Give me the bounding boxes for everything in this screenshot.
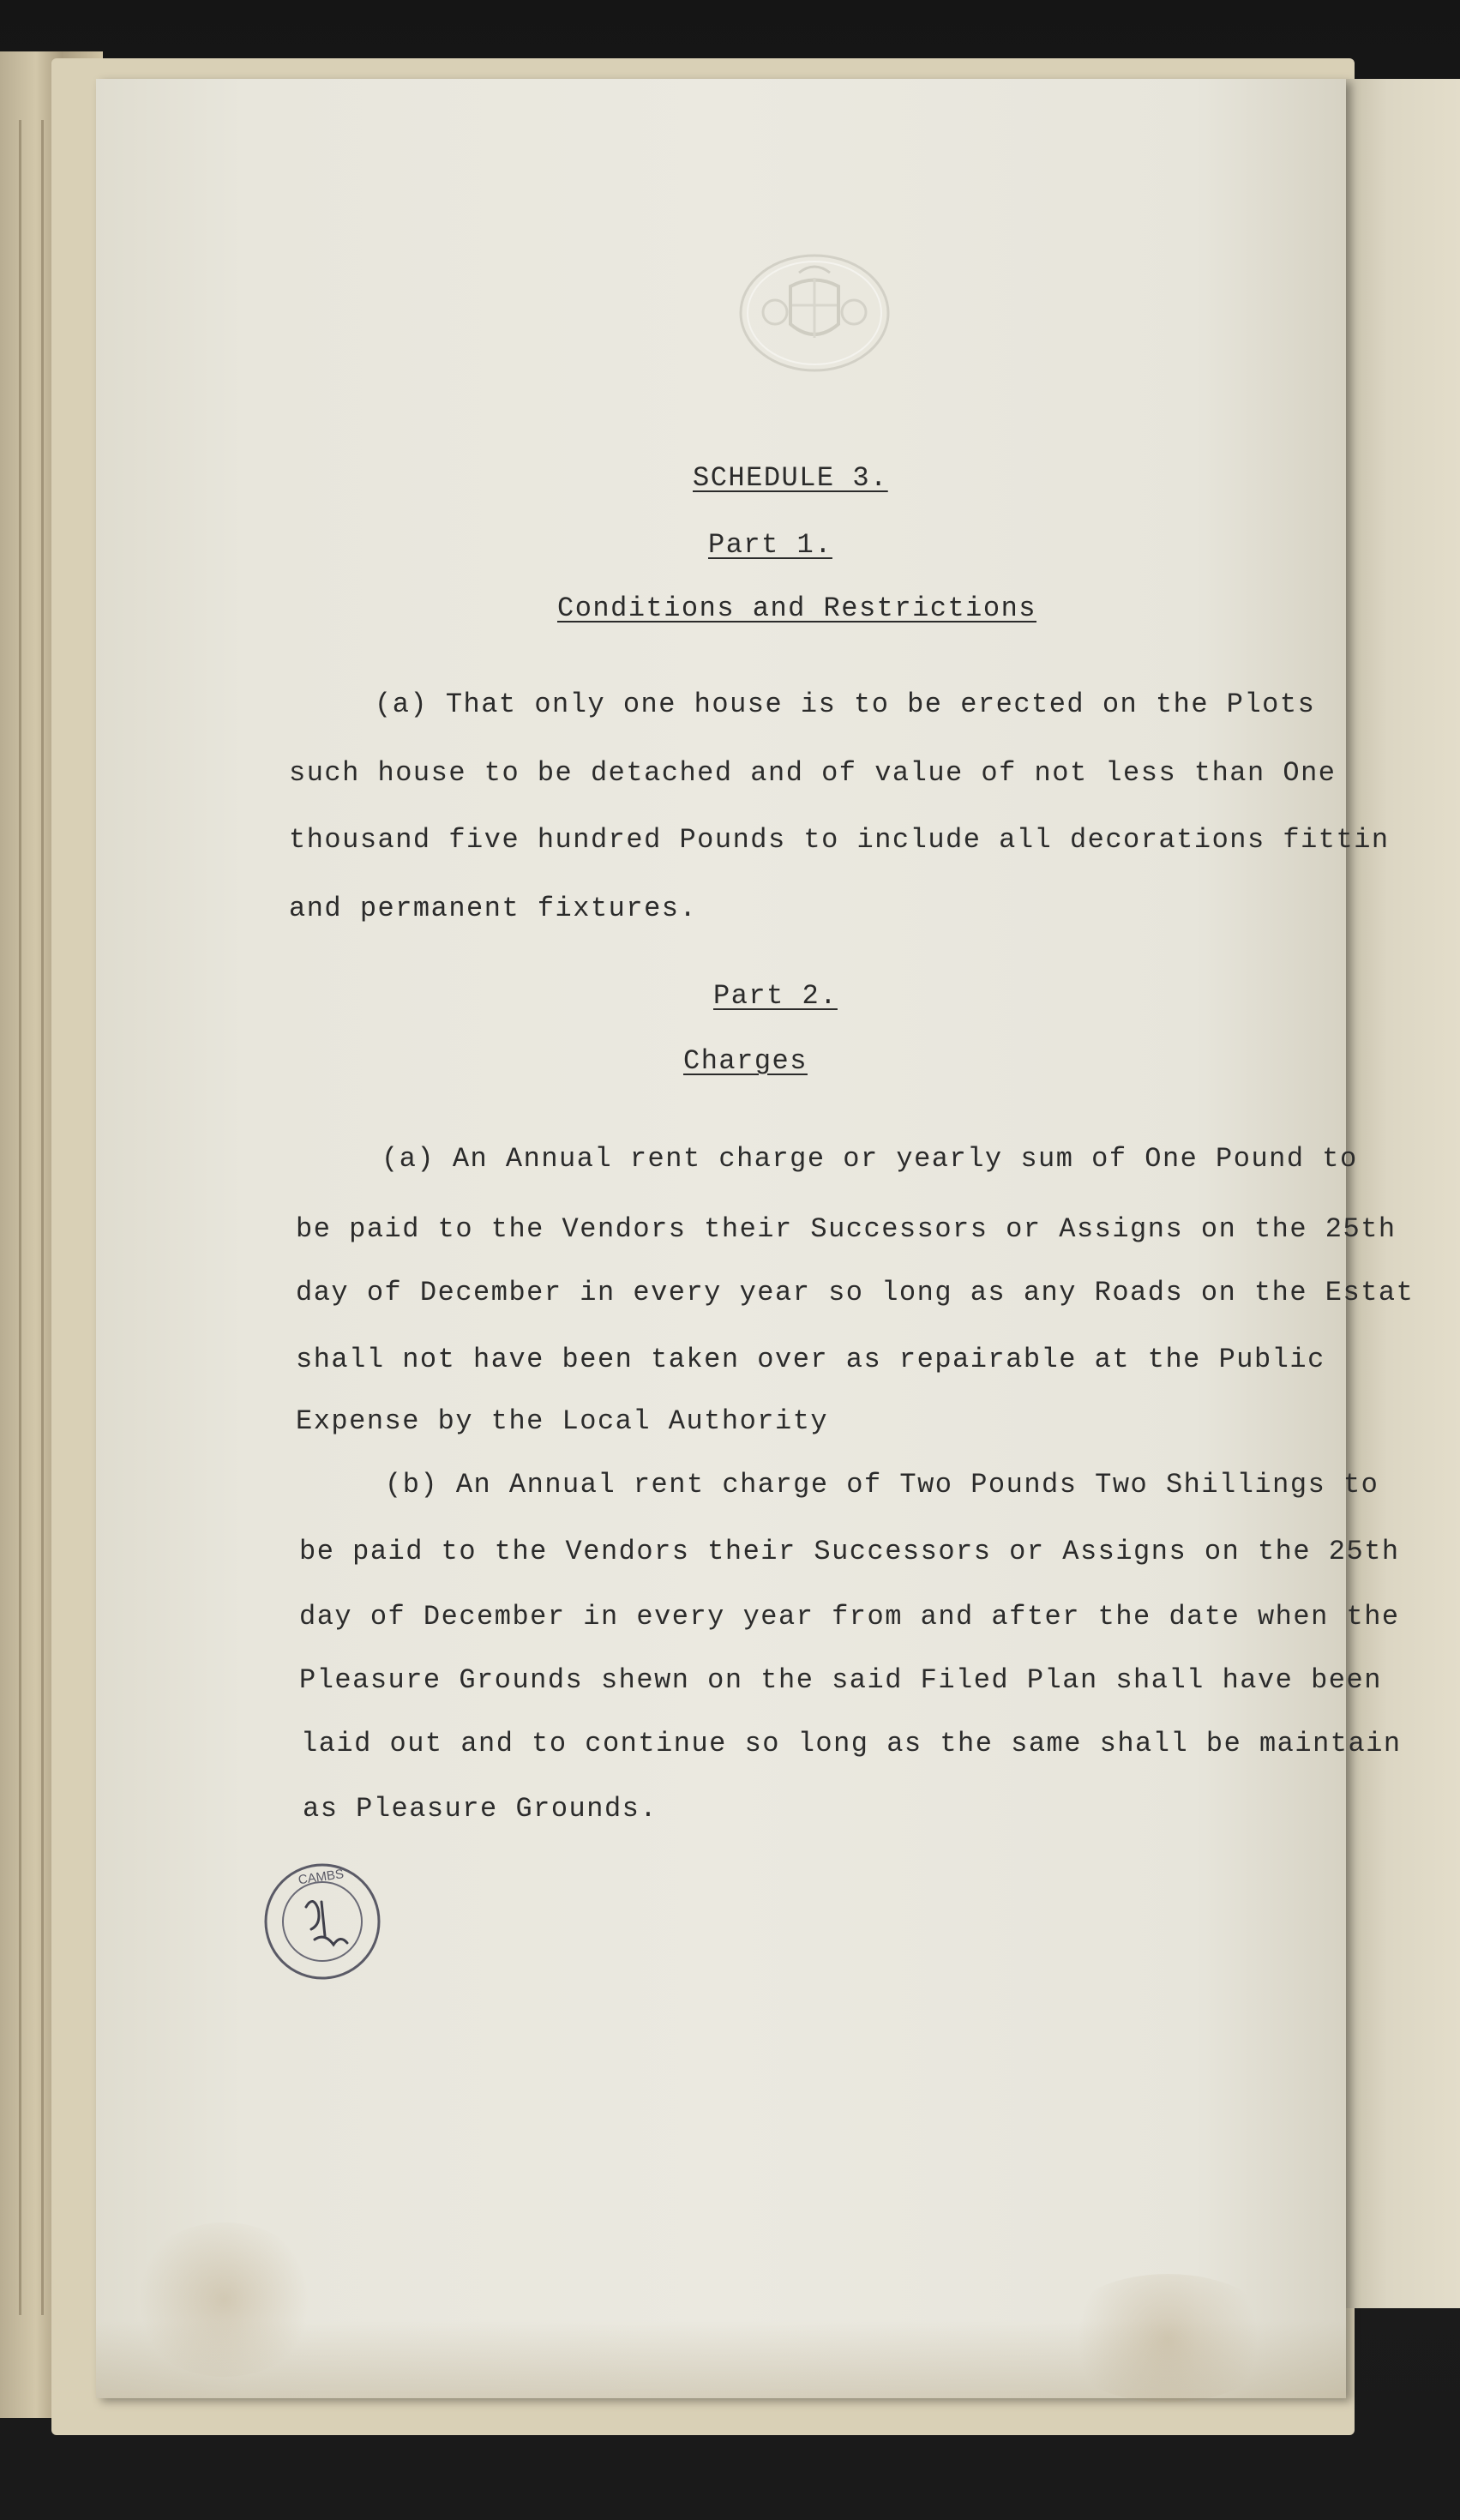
schedule-title: SCHEDULE 3.: [693, 462, 888, 494]
part2-clause-b-line: day of December in every year from and after the date when the: [299, 1601, 1400, 1633]
part2-subtitle: Charges: [683, 1045, 808, 1077]
facing-page: [1327, 79, 1460, 2308]
registry-stamp-icon: [261, 1861, 383, 1982]
part1-title: Part 1.: [708, 529, 832, 561]
part2-clause-a-line: (a) An Annual rent charge or yearly sum of One Pound to: [382, 1143, 1358, 1175]
part2-clause-a-line: Expense by the Local Authority: [296, 1405, 829, 1437]
part1-clause-a-line: (a) That only one house is to be erected on the Plots: [375, 689, 1316, 720]
part1-clause-a-line: and permanent fixtures.: [289, 893, 698, 924]
svg-text:CAMBS: CAMBS: [297, 1867, 345, 1888]
part2-clause-b-line: be paid to the Vendors their Successors or Assigns on the 25th: [299, 1536, 1400, 1567]
part2-clause-b-line: as Pleasure Grounds.: [303, 1793, 658, 1825]
part2-clause-a-line: shall not have been taken over as repairable at the Public: [296, 1344, 1325, 1375]
part1-clause-a-line: such house to be detached and of value of not less than One: [289, 757, 1337, 789]
part2-title: Part 2.: [713, 980, 838, 1012]
page-edge-line: [41, 120, 44, 2315]
page-bottom-edge: [96, 2321, 1346, 2398]
part1-subtitle: Conditions and Restrictions: [557, 592, 1036, 624]
part2-clause-b-line: (b) An Annual rent charge of Two Pounds Two Shillings to: [385, 1469, 1379, 1501]
part2-clause-a-line: day of December in every year so long as any Roads on the Estat: [296, 1277, 1415, 1308]
part2-clause-b-line: Pleasure Grounds shewn on the said Filed Plan shall have been: [299, 1664, 1382, 1696]
part2-clause-b-line: laid out and to continue so long as the same shall be maintain: [301, 1728, 1402, 1759]
part1-clause-a-line: thousand five hundred Pounds to include all decorations fittin: [289, 824, 1390, 856]
page-edge-line: [19, 120, 21, 2315]
part2-clause-a-line: be paid to the Vendors their Successors or Assigns on the 25th: [296, 1213, 1397, 1245]
embossed-seal-icon: [737, 252, 892, 374]
